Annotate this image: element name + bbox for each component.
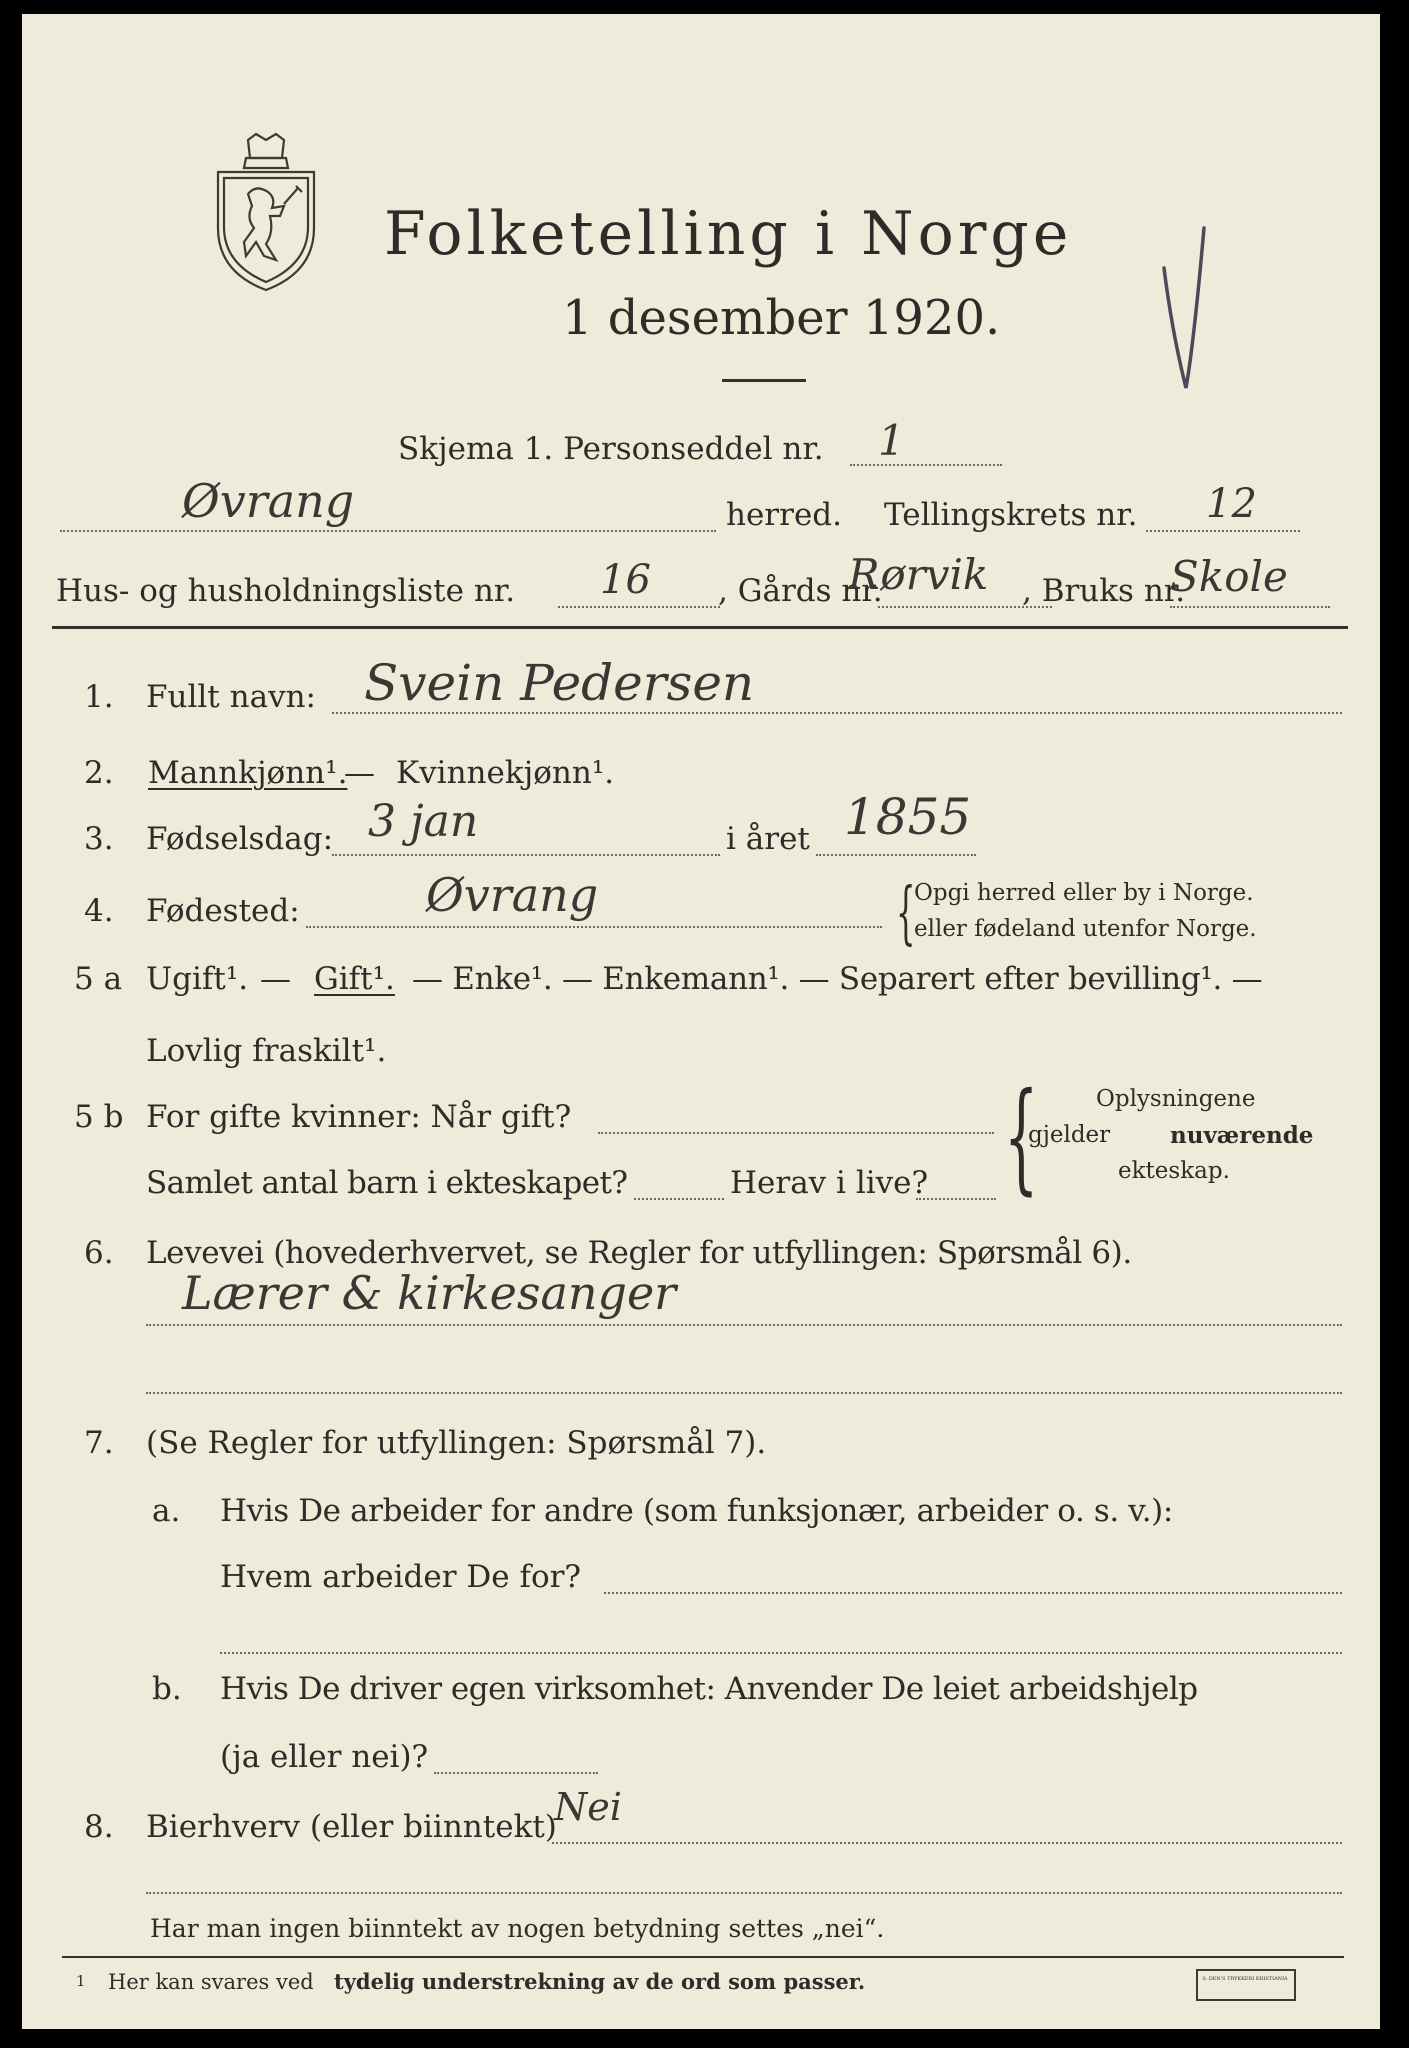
q5a-ugift: Ugift¹. bbox=[146, 961, 249, 997]
census-date: 1 desember 1920. bbox=[562, 290, 1001, 346]
q6-line2 bbox=[146, 1392, 1342, 1394]
q7b-line bbox=[434, 1772, 598, 1774]
q7a-line1 bbox=[604, 1592, 1342, 1594]
q3-year-line bbox=[816, 854, 976, 856]
q6-number: 6. bbox=[84, 1235, 114, 1271]
q8-line2 bbox=[146, 1892, 1342, 1894]
q5a-gift: Gift¹. bbox=[314, 961, 395, 997]
footer-rule bbox=[62, 1956, 1344, 1958]
check-mark-icon bbox=[1160, 222, 1214, 394]
q4-number: 4. bbox=[84, 893, 114, 929]
q7a-line2 bbox=[220, 1652, 1342, 1654]
q5b-gift-line bbox=[598, 1132, 994, 1134]
q5b-note-line1: Oplysningene bbox=[1096, 1086, 1256, 1112]
gards-value: Rørvik bbox=[848, 550, 989, 599]
q3-date-value: 3 jan bbox=[368, 796, 479, 847]
q5a-number: 5 a bbox=[74, 961, 123, 997]
printer-stamp bbox=[1196, 1969, 1296, 2001]
q7b-question: (ja eller nei)? bbox=[220, 1739, 429, 1775]
q5b-barn-line bbox=[634, 1198, 724, 1200]
form-title: Folketelling i Norge bbox=[384, 199, 1073, 269]
schema-number-value: 1 bbox=[878, 416, 905, 465]
footnote-mark: 1 bbox=[76, 1972, 86, 1990]
krets-value: 12 bbox=[1206, 481, 1257, 527]
q7a-text: Hvis De arbeider for andre (som funksjonær, arbeider o. s. v.): bbox=[220, 1493, 1173, 1529]
q3-label: Fødselsdag: bbox=[146, 821, 334, 857]
gards-label: , Gårds nr. bbox=[718, 573, 883, 609]
q4-note-brace: { bbox=[896, 874, 916, 953]
q8-line bbox=[552, 1842, 1342, 1844]
bruks-line bbox=[1170, 606, 1330, 608]
krets-line bbox=[1146, 530, 1300, 532]
q4-note-line2: eller fødeland utenfor Norge. bbox=[914, 916, 1257, 942]
q5b-live-line bbox=[916, 1198, 996, 1200]
q5a-line2: Lovlig fraskilt¹. bbox=[146, 1033, 387, 1069]
q2-separator: — bbox=[344, 755, 375, 791]
q2-female-option: Kvinnekjønn¹. bbox=[396, 755, 615, 791]
footnote-emphasis: tydelig understrekning av de ord som passer. bbox=[334, 1969, 866, 1994]
q4-label: Fødested: bbox=[146, 893, 300, 929]
q3-number: 3. bbox=[84, 821, 114, 857]
herred-label: herred. bbox=[726, 497, 842, 533]
herred-value: Øvrang bbox=[182, 474, 355, 528]
herred-line bbox=[60, 530, 716, 532]
q4-line bbox=[306, 926, 882, 928]
q7-label: (Se Regler for utfyllingen: Spørsmål 7). bbox=[146, 1425, 767, 1461]
q5b-barn-label: Samlet antal barn i ekteskapet? bbox=[146, 1165, 628, 1201]
q8-number: 8. bbox=[84, 1809, 114, 1845]
footnote-text: Her kan svares ved bbox=[108, 1970, 314, 1994]
hus-value: 16 bbox=[600, 557, 651, 603]
q5b-number: 5 b bbox=[74, 1099, 124, 1135]
q8-label: Bierhverv (eller biinntekt) bbox=[146, 1809, 557, 1845]
q5b-note-brace: { bbox=[1004, 1068, 1039, 1207]
q3-year-value: 1855 bbox=[844, 788, 972, 846]
krets-label: Tellingskrets nr. bbox=[884, 497, 1138, 533]
q4-note-line1: Opgi herred eller by i Norge. bbox=[914, 880, 1254, 906]
schema-label: Skjema 1. Personseddel nr. bbox=[398, 431, 824, 467]
header-rule bbox=[52, 626, 1348, 629]
q3-date-line bbox=[332, 854, 720, 856]
q4-value: Øvrang bbox=[426, 868, 599, 922]
schema-number-line bbox=[850, 464, 1002, 466]
bruks-value: Skole bbox=[1170, 552, 1288, 601]
q7b-letter: b. bbox=[152, 1671, 182, 1707]
q7b-text: Hvis De driver egen virksomhet: Anvender De leiet arbeidshjelp bbox=[220, 1671, 1198, 1707]
q5b-label: For gifte kvinner: Når gift? bbox=[146, 1099, 572, 1135]
q7a-question: Hvem arbeider De for? bbox=[220, 1559, 582, 1595]
footer-note: Har man ingen biinntekt av nogen betydning settes „nei“. bbox=[150, 1914, 885, 1943]
q2-number: 2. bbox=[84, 755, 114, 791]
hus-line bbox=[558, 606, 720, 608]
coat-of-arms-icon bbox=[210, 132, 322, 294]
q1-value: Svein Pedersen bbox=[364, 654, 755, 712]
census-form bbox=[22, 14, 1380, 2029]
q5a-dash: — bbox=[260, 961, 291, 997]
q1-line bbox=[332, 712, 1342, 714]
q6-label: Levevei (hovederhvervet, se Regler for utfyllingen: Spørsmål 6). bbox=[146, 1235, 1132, 1271]
printer-label: S. DEN'S TRYKKERI KRISTIANIA bbox=[1202, 1976, 1288, 1982]
bruks-label: , Bruks nr. bbox=[1022, 573, 1186, 609]
q5b-note-line2a: gjelder bbox=[1028, 1122, 1111, 1148]
q5b-note-line2b: nuværende bbox=[1170, 1122, 1314, 1149]
q2-male-option: Mannkjønn¹. bbox=[148, 755, 348, 791]
q1-number: 1. bbox=[84, 679, 114, 715]
title-divider bbox=[722, 379, 806, 382]
q3-year-label: i året bbox=[726, 821, 810, 857]
q1-label: Fullt navn: bbox=[146, 679, 316, 715]
q7-number: 7. bbox=[84, 1425, 114, 1461]
q5a-rest: — Enke¹. — Enkemann¹. — Separert efter bevilling¹. — bbox=[412, 961, 1263, 997]
q8-value: Nei bbox=[554, 1785, 622, 1829]
q6-line1 bbox=[146, 1324, 1342, 1326]
hus-label: Hus- og husholdningsliste nr. bbox=[56, 573, 516, 609]
q7a-letter: a. bbox=[152, 1493, 181, 1529]
q5b-live-label: Herav i live? bbox=[730, 1165, 929, 1201]
q5b-note-line3: ekteskap. bbox=[1118, 1158, 1230, 1184]
q6-value: Lærer & kirkesanger bbox=[182, 1266, 677, 1320]
